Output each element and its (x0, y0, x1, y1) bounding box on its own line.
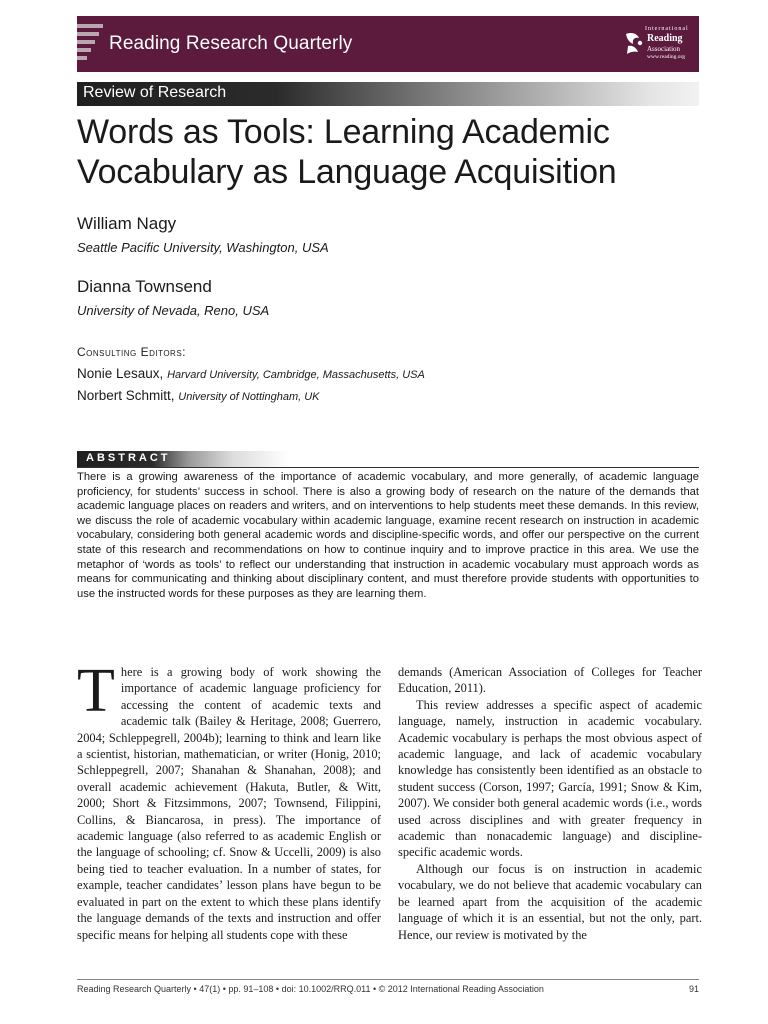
article-title: Words as Tools: Learning Academic Vocabulary as Language Acquisition (77, 113, 617, 191)
consulting-editor (77, 366, 425, 381)
drop-cap: T (77, 657, 115, 725)
ira-line-3: Association (647, 45, 681, 53)
author-name: Dianna Townsend (77, 277, 212, 296)
body-paragraph: This review addresses a specific aspect of academic language, namely, instruction in academic vocabulary. Academic vocabulary is perhaps the most obvious aspect of academic language, and lack of academic vocabulary knowledge has consistently been identified as an obstacle to student success (Corson, 1997; García, 1991; Snow & Kim, 2007). We consider both general academic words (i.e., words used across disciplines and with greater frequency in academic than nonacademic language) and discipline-specific academic words. (398, 697, 702, 860)
author-affiliation: Seattle Pacific University, Washington, USA (77, 240, 329, 255)
page-number: 91 (688, 984, 699, 994)
ira-line-4: www.reading.org (647, 54, 686, 60)
section-label: Review of Research (83, 84, 227, 101)
footer-citation: Reading Research Quarterly • 47(1) • pp. 91–108 • doi: 10.1002/RRQ.011 • © 2012 International Reading Association (77, 984, 544, 994)
abstract-label: ABSTRACT (86, 452, 171, 464)
footer-rule (77, 979, 699, 980)
ira-line-1: International (645, 26, 689, 32)
journal-name: Reading Research Quarterly (109, 33, 353, 54)
body-paragraph: Although our focus is on instruction in academic vocabulary, we do not believe that academic vocabulary can be learned apart from the acquisition of the academic language of which it is an essential, but not the only, part. Hence, our review is motivated by the (398, 861, 702, 942)
body-paragraph: demands (American Association of Colleges for Teacher Education, 2011). (398, 665, 702, 696)
abstract-band (77, 451, 699, 467)
editor-affiliation: University of Nottingham, UK (178, 391, 320, 403)
body-column-left (77, 657, 381, 943)
author-name: William Nagy (77, 214, 177, 233)
section-band (77, 82, 699, 106)
author-affiliation: University of Nevada, Reno, USA (77, 303, 270, 318)
body-column-right (398, 664, 702, 943)
abstract-text: There is a growing awareness of the importance of academic vocabulary, and more generally, of academic language proficiency, for students’ success in school. There is also a growing body of research on the nature of the demands that academic language places on readers and writers, and on interventions to help students meet these demands. In this review, we discuss the role of academic vocabulary within academic language, examine recent research on instruction in academic vocabulary, considering both general academic words and discipline-specific words, and offer our perspective on the current state of this research and recommendations on how to continue inquiry and to improve practice in this area. We use the metaphor of ‘words as tools’ to reflect our understanding that instruction in academic vocabulary must approach words as means for communicating and thinking about disciplinary content, and must therefore provide students with opportunities to use the instructed words for these purposes as they are learning them. (77, 471, 699, 600)
abstract-rule (77, 467, 699, 468)
ira-logo (623, 26, 695, 66)
editor-affiliation: Harvard University, Cambridge, Massachusetts, USA (167, 369, 425, 381)
masthead-stripes (77, 24, 103, 64)
consulting-editor (77, 388, 320, 403)
consulting-editors-label: Consulting Editors: (77, 345, 186, 359)
ira-line-2: Reading (647, 33, 683, 44)
journal-masthead (77, 16, 699, 72)
body-paragraph: here is a growing body of work showing the importance of academic language proficiency for accessing the content of academic texts and academic talk (Bailey & Heritage, 2008; Guerrero, 2004; Schleppegrell, 2004b); learning to think and learn like a scientist, historian, mathematician, or writer (Honig, 2010; Schleppegrell, 2007; Shanahan & Shanahan, 2008); and overall academic achievement (Hakuta, Butler, & Witt, 2000; Short & Fitzsimmons, 2007; Townsend, Filippini, Collins, & Biancarosa, in press). The importance of academic language (also referred to as academic English or the language of schooling; cf. Snow & Uccelli, 2009) is also being tied to teacher evaluation. In a number of states, for example, teacher candidates’ lesson plans have begun to be evaluated in part on the extent to which these plans identify the language demands of the texts and instruction and offer specific means for helping all students cope with these (77, 665, 381, 942)
ira-emblem-icon (623, 30, 645, 56)
editor-name: Nonie Lesaux, (77, 366, 164, 381)
editor-name: Norbert Schmitt, (77, 388, 175, 403)
